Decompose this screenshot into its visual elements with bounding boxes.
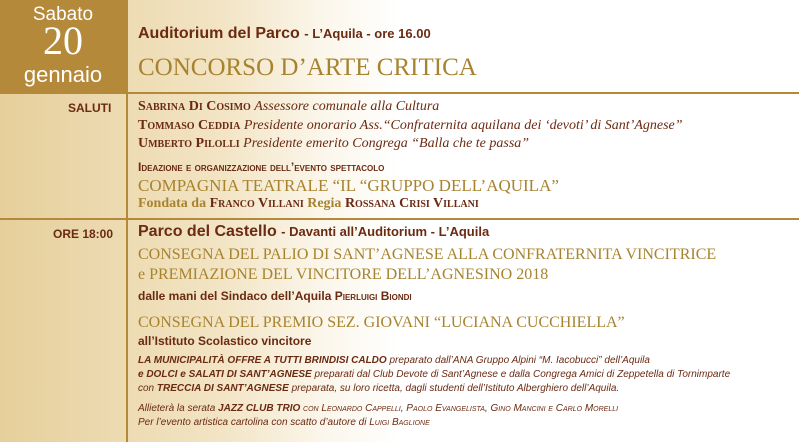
date-box xyxy=(0,0,126,92)
saluti-line-3 xyxy=(138,136,529,152)
brindisi-rest-3: preparata, su loro ricetta, dagli studenti dell’Istituto Alberghiero dell’Aquila. xyxy=(291,383,620,394)
brindisi-line-2 xyxy=(138,369,730,380)
date-day: Sabato xyxy=(32,4,94,25)
cartolina-name: Luigi Baglione xyxy=(369,417,430,428)
regia-name: Rossana Crisi Villani xyxy=(344,196,479,211)
brindisi-bold-3: TRECCIA DI SANT’AGNESE xyxy=(156,383,289,394)
vertical-divider xyxy=(126,0,128,442)
event2-venue-rest: - Davanti all’Auditorium - L’Aquila xyxy=(281,224,490,239)
saluti-role-2: Presidente onorario Ass.“Confraternita aquilana dei ‘devoti’ di Sant’Agnese” xyxy=(243,118,683,133)
cartolina-text: Per l’evento artistica cartolina con scatto d’autore di xyxy=(138,417,367,428)
ideazione-heading: Ideazione e organizzazione dell’evento spettacolo xyxy=(138,160,385,174)
premio-title: CONSEGNA DEL PREMIO SEZ. GIOVANI “LUCIANA CUCCHIELLA” xyxy=(138,314,625,331)
premio-sub: all’Istituto Scolastico vincitore xyxy=(138,334,312,348)
divider-middle xyxy=(0,218,799,220)
event2-hands-text: dalle mani del Sindaco dell’Aquila xyxy=(138,289,332,303)
brindisi-rest-1: preparato dall’ANA Gruppo Alpini “M. Iacobucci” dell’Aquila xyxy=(389,355,650,366)
event2-title-line1: CONSEGNA DEL PALIO DI SANT’AGNESE ALLA CONFRATERNITA VINCITRICE xyxy=(138,246,717,263)
company-name: COMPAGNIA TEATRALE “IL “GRUPPO DELL’AQUILA” xyxy=(138,176,559,195)
event2-hands-line xyxy=(138,289,412,303)
divider-top xyxy=(0,92,799,94)
event2-time-label: ORE 18:00 xyxy=(53,227,114,241)
date-month: gennaio xyxy=(23,62,103,87)
jazz-rest: con Leonardo Cappelli, Paolo Evangelista, Gino Mancini e Carlo Morelli xyxy=(303,403,619,414)
saluti-label: SALUTI xyxy=(68,101,112,115)
saluti-role-3: Presidente emerito Congrega “Balla che te passa” xyxy=(243,136,530,151)
brindisi-rest-2: preparati dal Club Devote di Sant’Agnese e dalla Congrega Amici di Zeppetella di Tornimparte xyxy=(314,369,731,380)
fondata-label: Fondata da xyxy=(138,196,207,211)
jazz-line xyxy=(138,403,618,414)
saluti-name-3: Umberto Pilolli xyxy=(138,136,240,151)
saluti-name-1: Sabrina Di Cosimo xyxy=(138,99,251,114)
event2-title-line2: e PREMIAZIONE DEL VINCITORE DELL’AGNESINO 2018 xyxy=(138,266,549,283)
event1-venue-rest: - L’Aquila - ore 16.00 xyxy=(304,26,431,41)
brindisi-line-1 xyxy=(138,355,650,366)
cartolina-line xyxy=(138,417,430,428)
date-number: 20 xyxy=(43,18,83,63)
saluti-name-2: Tommaso Ceddia xyxy=(138,118,241,133)
event2-venue-line xyxy=(138,223,489,241)
saluti-line-1 xyxy=(138,99,439,115)
event2-venue: Parco del Castello xyxy=(138,223,277,240)
brindisi-bold-2: e DOLCI e SALATI DI SANT’AGNESE xyxy=(138,369,312,380)
brindisi-bold-1: LA MUNICIPALITÀ OFFRE A TUTTI BRINDISI CALDO xyxy=(138,355,387,366)
event2-hands-name: Pierluigi Biondi xyxy=(334,289,412,303)
jazz-bold: JAZZ CLUB TRIO xyxy=(218,403,301,414)
brindisi-pre-3: con xyxy=(138,383,155,394)
fondata-name: Franco Villani xyxy=(209,196,304,211)
event1-venue: Auditorium del Parco xyxy=(138,25,300,42)
regia-label: Regia xyxy=(307,196,342,211)
saluti-line-2 xyxy=(138,118,683,134)
brindisi-line-3 xyxy=(138,383,619,394)
event1-venue-line xyxy=(138,25,431,43)
saluti-role-1: Assessore comunale alla Cultura xyxy=(254,99,440,114)
event1-title: CONCORSO D’ARTE CRITICA xyxy=(138,54,477,81)
fondata-line xyxy=(138,196,479,212)
jazz-pre: Allieterà la serata xyxy=(138,403,216,414)
